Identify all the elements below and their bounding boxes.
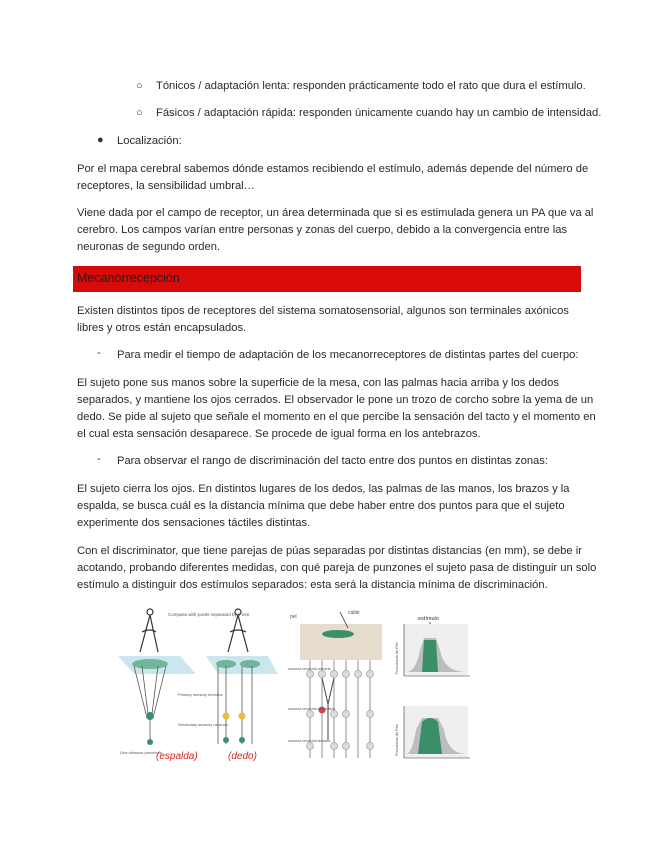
paragraph-line: libres y otros están encapsulados. (77, 322, 247, 334)
paragraph-line: dedo. Se pide al sujeto que señale el momento en el que percibe la sensación del tacto y el momento en (77, 411, 596, 423)
hair-label: pel (290, 614, 297, 620)
list-item: Tónicos / adaptación lenta: responden prácticamente todo el rato que dura el estímulo. (156, 80, 586, 92)
firing-frequency-figure (394, 610, 474, 762)
caliber-label: calibr (348, 610, 360, 616)
dash-bullet-icon: - (97, 453, 101, 465)
paragraph-line: experimente dos sensaciones táctiles distintas. (77, 517, 311, 529)
y-axis-label: Frecuencia de PAs (395, 642, 399, 674)
stimulus-label: estímulo (418, 616, 439, 622)
handwritten-note: (dedo) (228, 751, 257, 762)
neuron-layer-label: neurona sensorial terciaria (288, 739, 331, 743)
compass-icon (140, 609, 158, 652)
paragraph-line: cerebro. Los campos varían entre personas y zonas del cuerpo, debido a la convergencia entre las (77, 224, 568, 236)
dash-bullet-icon: - (97, 347, 101, 359)
neuron-soma-icon (146, 712, 154, 720)
neuron-layer-label: neurona sensorial secundaria (288, 707, 336, 711)
filled-bullet-icon: ● (97, 134, 104, 146)
list-item: Fásicos / adaptación rápida: responden únicamente cuando hay un cambio de intensidad. (156, 107, 602, 119)
list-item: Localización: (117, 135, 182, 147)
neuron-soma-icon (223, 737, 229, 743)
one-stimulus-label: One stimulus perceived (120, 750, 162, 755)
hollow-bullet-icon: ○ (136, 107, 143, 119)
list-item: Para medir el tiempo de adaptación de los mecanorreceptores de distintas partes del cuerpo: (117, 349, 579, 361)
paragraph-line: El sujeto cierra los ojos. En distintos lugares de los dedos, las palmas de las manos, los brazos y la (77, 483, 570, 495)
secondary-neuron-label: Secondary sensory neurons (178, 722, 228, 727)
y-axis-label: Frecuencia de PAs (395, 724, 399, 756)
section-title: Mecanorrecepción (77, 271, 180, 285)
receptive-field-convergence-figure (288, 608, 383, 763)
paragraph-line: Viene dada por el campo de receptor, un área determinada que si es estimulada genera un PA que va al (77, 207, 594, 219)
paragraph-line: separados, y mantiene los ojos cerrados. El observador le pone un trozo de corcho sobre la yema de un (77, 394, 594, 406)
paragraph-line: Con el discriminator, que tiene parejas de púas separadas por distintas distancias (en mm), se debe ir (77, 545, 582, 557)
paragraph-line: receptores, la sensibilidad umbral… (77, 180, 255, 192)
paragraph-line: estímulo a distinguir dos estímulos separados: esta será la distancia mínima de discriminación. (77, 579, 548, 591)
compass-label: Compass with points separated by 2 mm (168, 612, 250, 617)
handwritten-note: (espalda) (156, 751, 198, 762)
two-point-discrimination-figure (118, 604, 278, 764)
paragraph-line: Existen distintos tipos de receptores del sistema somatosensorial, algunos son terminales axónicos (77, 305, 569, 317)
hollow-bullet-icon: ○ (136, 80, 143, 92)
neuron-layer-label: neurona sensorial primaria (288, 667, 331, 671)
primary-neuron-label: Primary sensory neurons (178, 692, 223, 697)
neuron-soma-icon (239, 737, 245, 743)
paragraph-line: espalda, se busca cuál es la distancia mínima que debe haber entre dos puntos para que el sujeto (77, 500, 565, 512)
paragraph-line: acotando, probando diferentes medidas, con qué pareja de punzones el sujeto pasa de distinguir un solo (77, 562, 597, 574)
list-item: Para observar el rango de discriminación del tacto entre dos puntos en distintas zonas: (117, 455, 548, 467)
neuron-soma-icon (223, 713, 230, 720)
neuron-soma-icon (147, 739, 153, 745)
paragraph-line: el cual esta sensación desaparece. Se procede de igual forma en los antebrazos. (77, 428, 481, 440)
paragraph-line: neuronas de segundo orden. (77, 241, 221, 253)
section-heading-band (73, 266, 581, 292)
paragraph-line: Por el mapa cerebral sabemos dónde estamos recibiendo el estímulo, además depende del número de (77, 163, 589, 175)
neuron-soma-icon (239, 713, 246, 720)
paragraph-line: El sujeto pone sus manos sobre la superficie de la mesa, con las palmas hacia arriba y los dedos (77, 377, 559, 389)
